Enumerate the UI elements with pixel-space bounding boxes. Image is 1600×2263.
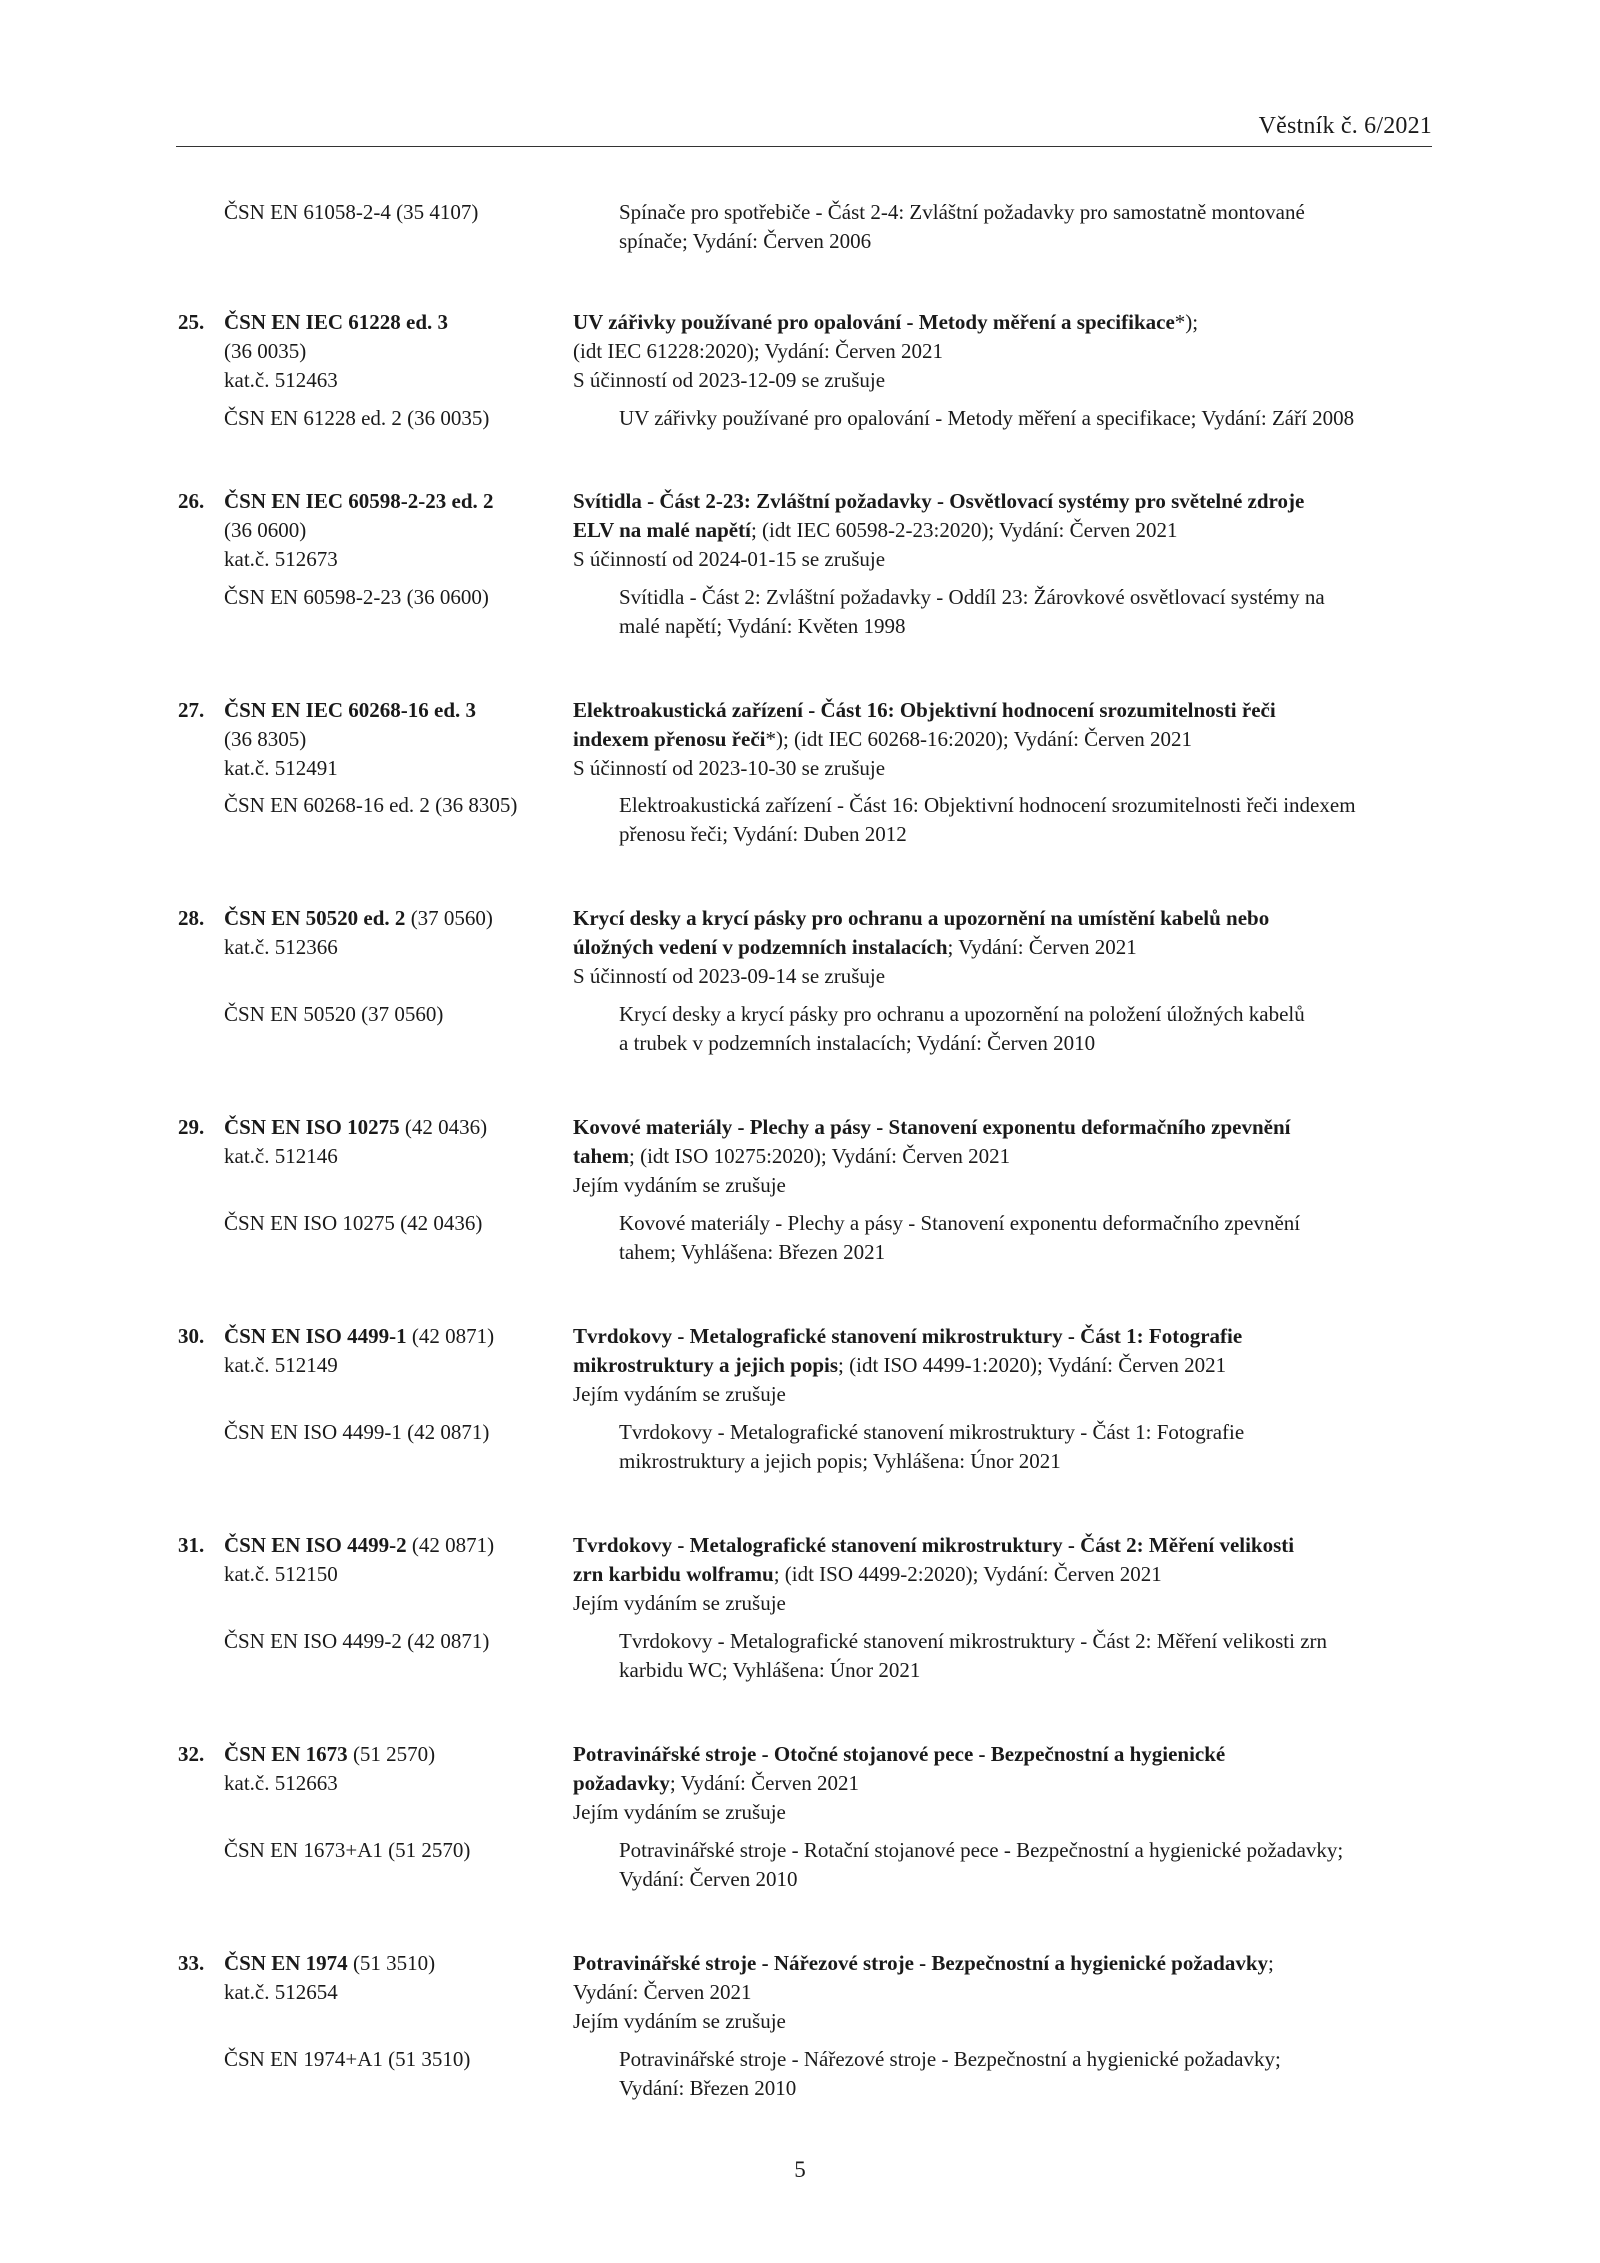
- withdrawn-code: ČSN EN ISO 4499-1 (42 0871): [224, 1420, 490, 1444]
- withdrawn-standard-row: [178, 583, 1448, 641]
- standard-validity: S účinností od 2024-01-15 se zrušuje: [573, 547, 886, 571]
- catalog-number: kat.č. 512150: [224, 1562, 338, 1586]
- entry-number: 27.: [178, 698, 205, 722]
- standard-title: Tvrdokovy - Metalografické stanovení mikrostruktury - Část 2: Měření velikosti: [573, 1533, 1295, 1557]
- withdrawn-title-line: Tvrdokovy - Metalografické stanovení mikrostruktury - Část 2: Měření velikosti zrn: [619, 1629, 1328, 1653]
- standard-class-code: (36 0035): [224, 339, 307, 363]
- withdrawn-title-line: Potravinářské stroje - Rotační stojanové pece - Bezpečnostní a hygienické požadavky;: [619, 1838, 1344, 1862]
- header-divider: [176, 146, 1432, 147]
- withdrawn-title-line: Spínače pro spotřebiče - Část 2-4: Zvláštní požadavky pro samostatně montované: [619, 200, 1305, 224]
- withdrawn-title-line: UV zářivky používané pro opalování - Metody měření a specifikace; Vydání: Září 2008: [619, 406, 1355, 430]
- standard-note: (idt IEC 61228:2020); Vydání: Červen 2021: [573, 339, 943, 363]
- standard-validity: S účinností od 2023-10-30 se zrušuje: [573, 756, 886, 780]
- standard-code: ČSN EN 1673: [224, 1742, 348, 1766]
- new-standard-row: 29. ČSN EN ISO 10275 (42 0436) kat.č. 512146 Kovové materiály - Plechy a pásy - Stanovení exponentu deformačního zpevnění tahem; (idt ISO 10275:2020); Vydání: Červen 2021 Jejím vydáním se zrušuje: [178, 1113, 1448, 1200]
- withdrawn-standard-row: [178, 198, 1448, 256]
- catalog-number: kat.č. 512463: [224, 368, 338, 392]
- standard-class-code: (36 0600): [224, 518, 307, 542]
- entry-number: 29.: [178, 1115, 205, 1139]
- withdrawn-title-line: malé napětí; Vydání: Květen 1998: [619, 614, 906, 638]
- withdrawn-title-line: Krycí desky a krycí pásky pro ochranu a upozornění na položení úložných kabelů: [619, 1002, 1305, 1026]
- withdrawn-code: ČSN EN ISO 10275 (42 0436): [224, 1211, 483, 1235]
- catalog-number: kat.č. 512146: [224, 1144, 338, 1168]
- standard-title: Tvrdokovy - Metalografické stanovení mikrostruktury - Část 1: Fotografie: [573, 1324, 1243, 1348]
- withdrawn-code: ČSN EN 1974+A1 (51 3510): [224, 2047, 471, 2071]
- new-standard-row: 27. ČSN EN IEC 60268-16 ed. 3 (36 8305) kat.č. 512491 Elektroakustická zařízení - Část 16: Objektivní hodnocení srozumitelnosti řeči indexem přenosu řeči*); (idt IEC 60268-16:2020); Vydání: Červen 2021 S účinností od 2023-10-30 se zrušuje: [178, 696, 1448, 783]
- bulletin-title: Věstník č. 6/2021: [1258, 113, 1432, 139]
- entry-number: 31.: [178, 1533, 205, 1557]
- entry-number: 32.: [178, 1742, 205, 1766]
- standard-validity: Jejím vydáním se zrušuje: [573, 1591, 786, 1615]
- new-standard-row: 28. ČSN EN 50520 ed. 2 (37 0560) kat.č. 512366 Krycí desky a krycí pásky pro ochranu a upozornění na umístění kabelů nebo úložných vedení v podzemních instalacích; Vydání: Červen 2021 S účinností od 2023-09-14 se zrušuje: [178, 904, 1448, 991]
- standard-code: ČSN EN 50520 ed. 2: [224, 906, 406, 930]
- withdrawn-standard-row: [178, 404, 1448, 433]
- withdrawn-standard-row: [178, 1836, 1448, 1894]
- standard-title: UV zářivky používané pro opalování - Metody měření a specifikace: [573, 310, 1175, 334]
- catalog-number: kat.č. 512663: [224, 1771, 338, 1795]
- withdrawn-code: ČSN EN 61058-2-4 (35 4107): [224, 200, 479, 224]
- standard-code: ČSN EN ISO 10275: [224, 1115, 400, 1139]
- catalog-number: kat.č. 512673: [224, 547, 338, 571]
- standard-validity: S účinností od 2023-12-09 se zrušuje: [573, 368, 886, 392]
- withdrawn-code: ČSN EN 50520 (37 0560): [224, 1002, 444, 1026]
- standard-validity: Jejím vydáním se zrušuje: [573, 1173, 786, 1197]
- withdrawn-code: ČSN EN 61228 ed. 2 (36 0035): [224, 406, 490, 430]
- standard-title: Kovové materiály - Plechy a pásy - Stanovení exponentu deformačního zpevnění: [573, 1115, 1291, 1139]
- catalog-number: kat.č. 512491: [224, 756, 338, 780]
- standard-validity: Jejím vydáním se zrušuje: [573, 1382, 786, 1406]
- withdrawn-code: ČSN EN 1673+A1 (51 2570): [224, 1838, 471, 1862]
- new-standard-row: 25. ČSN EN IEC 61228 ed. 3 (36 0035) kat.č. 512463 UV zářivky používané pro opalování - Metody měření a specifikace*); (idt IEC 61228:2020); Vydání: Červen 2021 S účinností od 2023-12-09 se zrušuje: [178, 308, 1448, 395]
- withdrawn-standard-row: [178, 1627, 1448, 1685]
- withdrawn-code: ČSN EN 60268-16 ed. 2 (36 8305): [224, 793, 518, 817]
- new-standard-row: 33. ČSN EN 1974 (51 3510) kat.č. 512654 Potravinářské stroje - Nářezové stroje - Bezpečnostní a hygienické požadavky; Vydání: Červen 2021 Jejím vydáním se zrušuje: [178, 1949, 1448, 2036]
- withdrawn-title-line: spínače; Vydání: Červen 2006: [619, 229, 872, 253]
- standard-title: Krycí desky a krycí pásky pro ochranu a upozornění na umístění kabelů nebo: [573, 906, 1270, 930]
- withdrawn-standard-row: [178, 1209, 1448, 1267]
- withdrawn-standard-row: [178, 1418, 1448, 1476]
- standard-code: ČSN EN IEC 60268-16 ed. 3: [224, 698, 477, 722]
- withdrawn-title-line: Svítidla - Část 2: Zvláštní požadavky - Oddíl 23: Žárovkové osvětlovací systémy na: [619, 585, 1325, 609]
- entry-number: 33.: [178, 1951, 205, 1975]
- withdrawn-standard-row: [178, 791, 1448, 849]
- standard-code: ČSN EN 1974: [224, 1951, 348, 1975]
- entry-number: 30.: [178, 1324, 205, 1348]
- withdrawn-standard-row: [178, 1000, 1448, 1058]
- standard-code: ČSN EN IEC 60598-2-23 ed. 2: [224, 489, 494, 513]
- withdrawn-title-line: Vydání: Červen 2010: [619, 1867, 798, 1891]
- withdrawn-title-line: Vydání: Březen 2010: [619, 2076, 797, 2100]
- withdrawn-title-line: karbidu WC; Vyhlášena: Únor 2021: [619, 1658, 921, 1682]
- withdrawn-title-line: přenosu řeči; Vydání: Duben 2012: [619, 822, 907, 846]
- standard-title: Potravinářské stroje - Nářezové stroje - Bezpečnostní a hygienické požadavky: [573, 1951, 1269, 1975]
- page-number: 5: [794, 2157, 806, 2182]
- standard-validity: Jejím vydáním se zrušuje: [573, 2009, 786, 2033]
- new-standard-row: 31. ČSN EN ISO 4499-2 (42 0871) kat.č. 512150 Tvrdokovy - Metalografické stanovení mikrostruktury - Část 2: Měření velikosti zrn karbidu wolframu; (idt ISO 4499-2:2020); Vydání: Červen 2021 Jejím vydáním se zrušuje: [178, 1531, 1448, 1618]
- standard-title: Svítidla - Část 2-23: Zvláštní požadavky - Osvětlovací systémy pro světelné zdroje: [573, 489, 1305, 513]
- catalog-number: kat.č. 512149: [224, 1353, 338, 1377]
- catalog-number: kat.č. 512366: [224, 935, 338, 959]
- standard-class-code: (36 8305): [224, 727, 307, 751]
- standard-title: Elektroakustická zařízení - Část 16: Objektivní hodnocení srozumitelnosti řeči: [573, 698, 1276, 722]
- standard-code: ČSN EN ISO 4499-1: [224, 1324, 407, 1348]
- standard-note: Vydání: Červen 2021: [573, 1980, 752, 2004]
- entry-number: 28.: [178, 906, 205, 930]
- withdrawn-title-line: Tvrdokovy - Metalografické stanovení mikrostruktury - Část 1: Fotografie: [619, 1420, 1245, 1444]
- entry-number: 25.: [178, 310, 205, 334]
- standard-title: Potravinářské stroje - Otočné stojanové pece - Bezpečnostní a hygienické: [573, 1742, 1226, 1766]
- withdrawn-title-line: Potravinářské stroje - Nářezové stroje - Bezpečnostní a hygienické požadavky;: [619, 2047, 1281, 2071]
- withdrawn-code: ČSN EN ISO 4499-2 (42 0871): [224, 1629, 490, 1653]
- entry-number: 26.: [178, 489, 205, 513]
- standard-validity: Jejím vydáním se zrušuje: [573, 1800, 786, 1824]
- withdrawn-title-line: a trubek v podzemních instalacích; Vydání: Červen 2010: [619, 1031, 1096, 1055]
- withdrawn-title-line: Kovové materiály - Plechy a pásy - Stanovení exponentu deformačního zpevnění: [619, 1211, 1301, 1235]
- standard-code: ČSN EN ISO 4499-2: [224, 1533, 407, 1557]
- new-standard-row: 32. ČSN EN 1673 (51 2570) kat.č. 512663 Potravinářské stroje - Otočné stojanové pece - Bezpečnostní a hygienické požadavky; Vydání: Červen 2021 Jejím vydáním se zrušuje: [178, 1740, 1448, 1827]
- withdrawn-standard-row: [178, 2045, 1448, 2103]
- standard-code: ČSN EN IEC 61228 ed. 3: [224, 310, 449, 334]
- new-standard-row: 26. ČSN EN IEC 60598-2-23 ed. 2 (36 0600) kat.č. 512673 Svítidla - Část 2-23: Zvláštní požadavky - Osvětlovací systémy pro světelné zdroje ELV na malé napětí; (idt IEC 60598-2-23:2020); Vydání: Červen 2021 S účinností od 2024-01-15 se zrušuje: [178, 487, 1448, 574]
- withdrawn-title-line: mikrostruktury a jejich popis; Vyhlášena: Únor 2021: [619, 1449, 1061, 1473]
- withdrawn-title-line: Elektroakustická zařízení - Část 16: Objektivní hodnocení srozumitelnosti řeči indexem: [619, 793, 1356, 817]
- withdrawn-code: ČSN EN 60598-2-23 (36 0600): [224, 585, 489, 609]
- withdrawn-title-line: tahem; Vyhlášena: Březen 2021: [619, 1240, 886, 1264]
- catalog-number: kat.č. 512654: [224, 1980, 338, 2004]
- new-standard-row: 30. ČSN EN ISO 4499-1 (42 0871) kat.č. 512149 Tvrdokovy - Metalografické stanovení mikrostruktury - Část 1: Fotografie mikrostruktury a jejich popis; (idt ISO 4499-1:2020); Vydání: Červen 2021 Jejím vydáním se zrušuje: [178, 1322, 1448, 1409]
- standard-validity: S účinností od 2023-09-14 se zrušuje: [573, 964, 886, 988]
